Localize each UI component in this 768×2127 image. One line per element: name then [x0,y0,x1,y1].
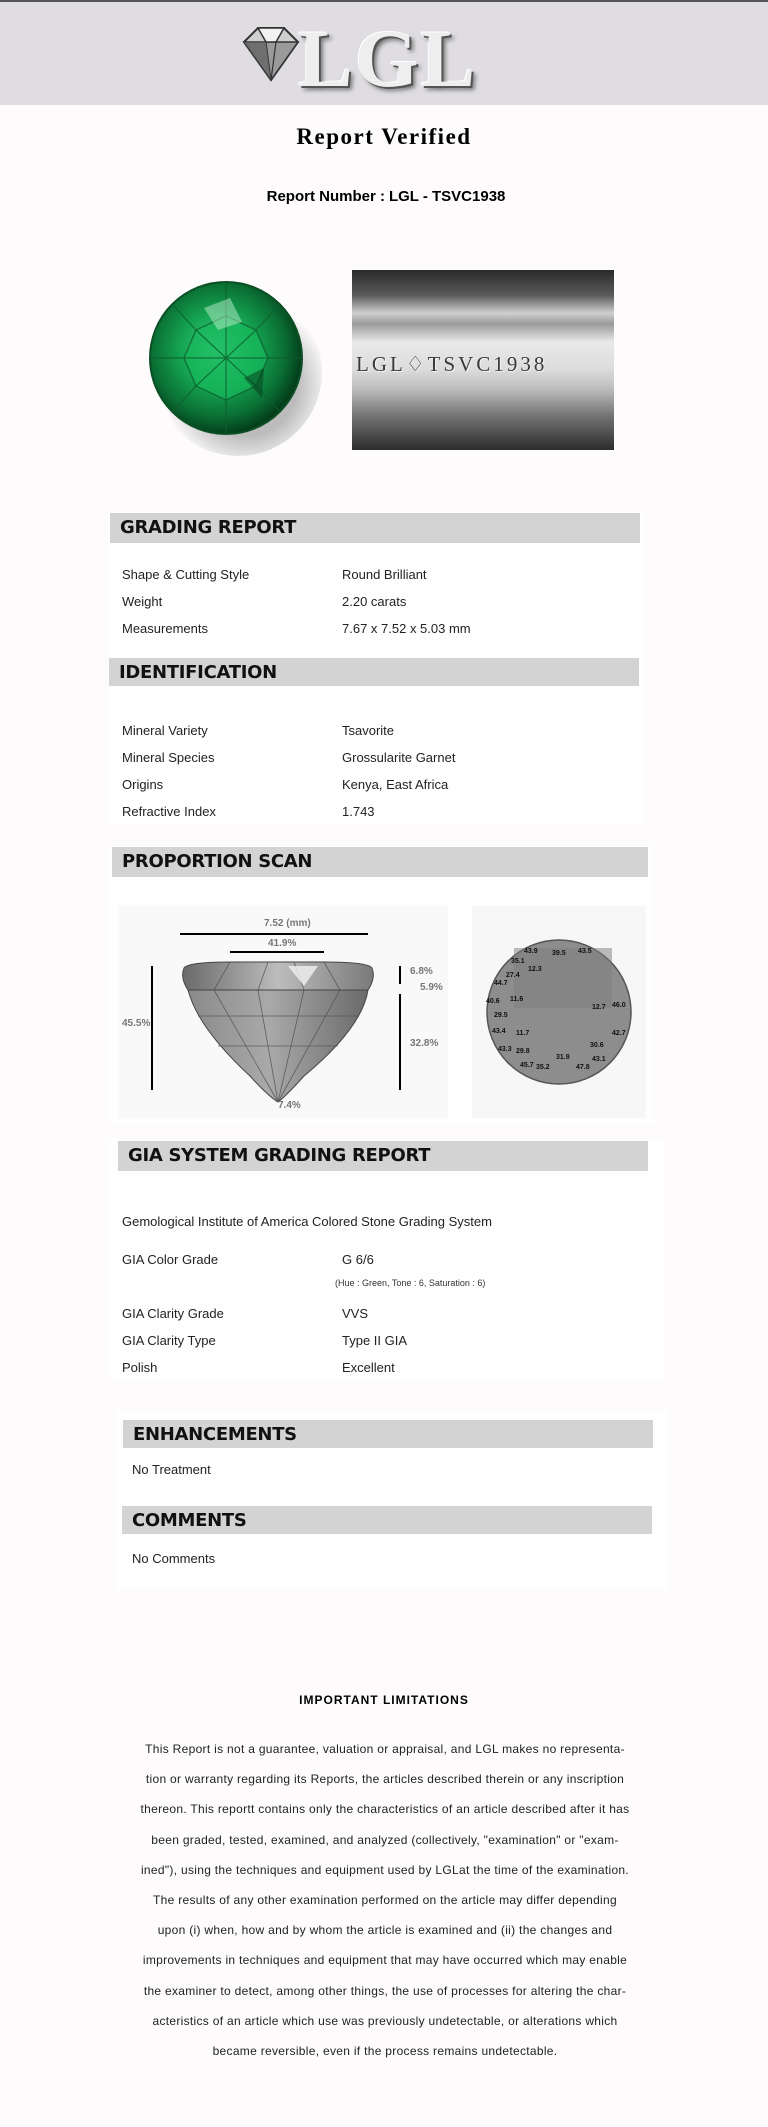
limitations-line: tion or warranty regarding its Reports, the articles described therein or any inscription [145,1772,625,1787]
row-label: Shape & Cutting Style [122,567,250,582]
inscription-photo [352,270,614,450]
logo-text: LGL [298,13,478,104]
limitations-line: became reversible, even if the process remains undetectable. [212,2044,558,2059]
gemstone-photo [134,268,326,460]
row-label: Origins [122,777,164,792]
face-value: 11.6 [510,996,524,1003]
face-value: 39.5 [552,950,566,957]
row-value: 2.20 carats [342,594,407,609]
face-value: 29.8 [516,1048,530,1055]
gia-subtitle: Gemological Institute of America Colored Stone Grading System [122,1214,492,1229]
face-value: 43.3 [498,1046,512,1053]
face-up-diagram [472,906,646,1118]
row-label: Weight [122,594,163,609]
row-label: Mineral Variety [122,723,208,738]
face-value: 44.7 [494,980,508,987]
lgl-logo [236,13,486,104]
row-value: Tsavorite [342,723,395,738]
limitations-line: The results of any other examination performed on the article may differ depending [153,1893,617,1908]
face-value: 43.4 [492,1028,506,1035]
row-value: 1.743 [342,804,375,819]
inscription-text: LGL♢TSVC1938 [356,352,548,376]
girdle-label: 5.9% [420,982,443,993]
crown-height-label: 6.8% [410,966,433,977]
limitations-line: ined"), using the techniques and equipment used by LGLat the time of the examination. [140,1862,630,1877]
profile-diagram [118,906,448,1118]
report-number [0,188,768,205]
limitations-text [118,1734,652,2066]
limitations-line: thereon. This reportt contains only the characteristics of an article described after it has [140,1802,630,1817]
face-value: 12.3 [528,966,542,973]
row-label: GIA Clarity Grade [122,1306,224,1321]
limitations-line: acteristics of an article which use was previously undetectable, or alterations which [152,2013,618,2028]
limitations-line: This Report is not a guarantee, valuation or appraisal, and LGL makes no representa- [145,1742,625,1756]
face-value: 46.0 [612,1002,626,1009]
row-value: 7.67 x 7.52 x 5.03 mm [342,621,471,636]
limitations-line: upon (i) when, how and by whom the article is examined and (ii) the changes and [157,1923,613,1938]
row-value: Excellent [342,1360,395,1375]
identification-header: IDENTIFICATION [109,658,639,686]
table-percent-label: 41.9% [268,938,297,949]
grading-report-header: GRADING REPORT [110,513,640,543]
face-value: 40.6 [486,998,500,1005]
row-value: G 6/6 [342,1252,374,1267]
face-value: 12.7 [592,1004,606,1011]
header-bar [0,0,768,105]
limitations-line: improvements in techniques and equipment that may have occurred which may enable [142,1953,628,1968]
diamond-icon [236,24,306,84]
color-grade-note: (Hue : Green, Tone : 6, Saturation : 6) [335,1278,486,1288]
enhancements-header: ENHANCEMENTS [123,1420,653,1448]
face-value: 35.2 [536,1064,550,1071]
enhancements-value: No Treatment [132,1462,211,1477]
report-number-label: Report Number : [266,188,385,205]
face-value: 11.7 [516,1030,530,1037]
row-label: GIA Clarity Type [122,1333,216,1348]
face-value: 30.6 [590,1042,604,1049]
face-value: 42.7 [612,1030,626,1037]
face-value: 47.8 [576,1064,590,1071]
row-value: Round Brilliant [342,567,427,582]
diameter-label: 7.52 (mm) [264,918,311,929]
face-value: 43.5 [578,948,592,955]
row-label: Refractive Index [122,804,216,819]
comments-header: COMMENTS [122,1506,652,1534]
limitations-line: the examiner to detect, among other things, the use of processes for altering the char- [143,1983,627,1998]
row-label: Measurements [122,621,208,636]
gia-report-header: GIA SYSTEM GRADING REPORT [118,1141,648,1171]
page-title: Report Verified [296,124,472,149]
comments-value: No Comments [132,1551,216,1566]
face-value: 29.5 [494,1012,508,1019]
pavilion-depth-label: 32.8% [410,1038,439,1049]
limitations-line: been graded, tested, examined, and analyzed (collectively, "examination" or "exam- [151,1832,619,1847]
row-value: Grossularite Garnet [342,750,456,765]
row-value: Type II GIA [342,1333,408,1348]
proportion-scan-header: PROPORTION SCAN [112,847,648,877]
row-label: Mineral Species [122,750,215,765]
row-value: Kenya, East Africa [342,777,449,792]
row-value: VVS [342,1306,369,1321]
limitations-title: IMPORTANT LIMITATIONS [299,1693,469,1707]
row-label: GIA Color Grade [122,1252,219,1267]
report-number-value: LGL - TSVC1938 [388,188,506,205]
row-label: Polish [122,1360,158,1375]
face-value: 43.9 [524,948,538,955]
culet-label: 7.4% [278,1100,301,1111]
face-value: 43.1 [592,1056,606,1063]
face-value: 27.4 [506,972,520,979]
face-value: 31.9 [556,1054,570,1061]
face-value: 45.7 [520,1062,534,1069]
face-value: 35.1 [511,958,525,965]
total-depth-label: 45.5% [122,1018,151,1029]
